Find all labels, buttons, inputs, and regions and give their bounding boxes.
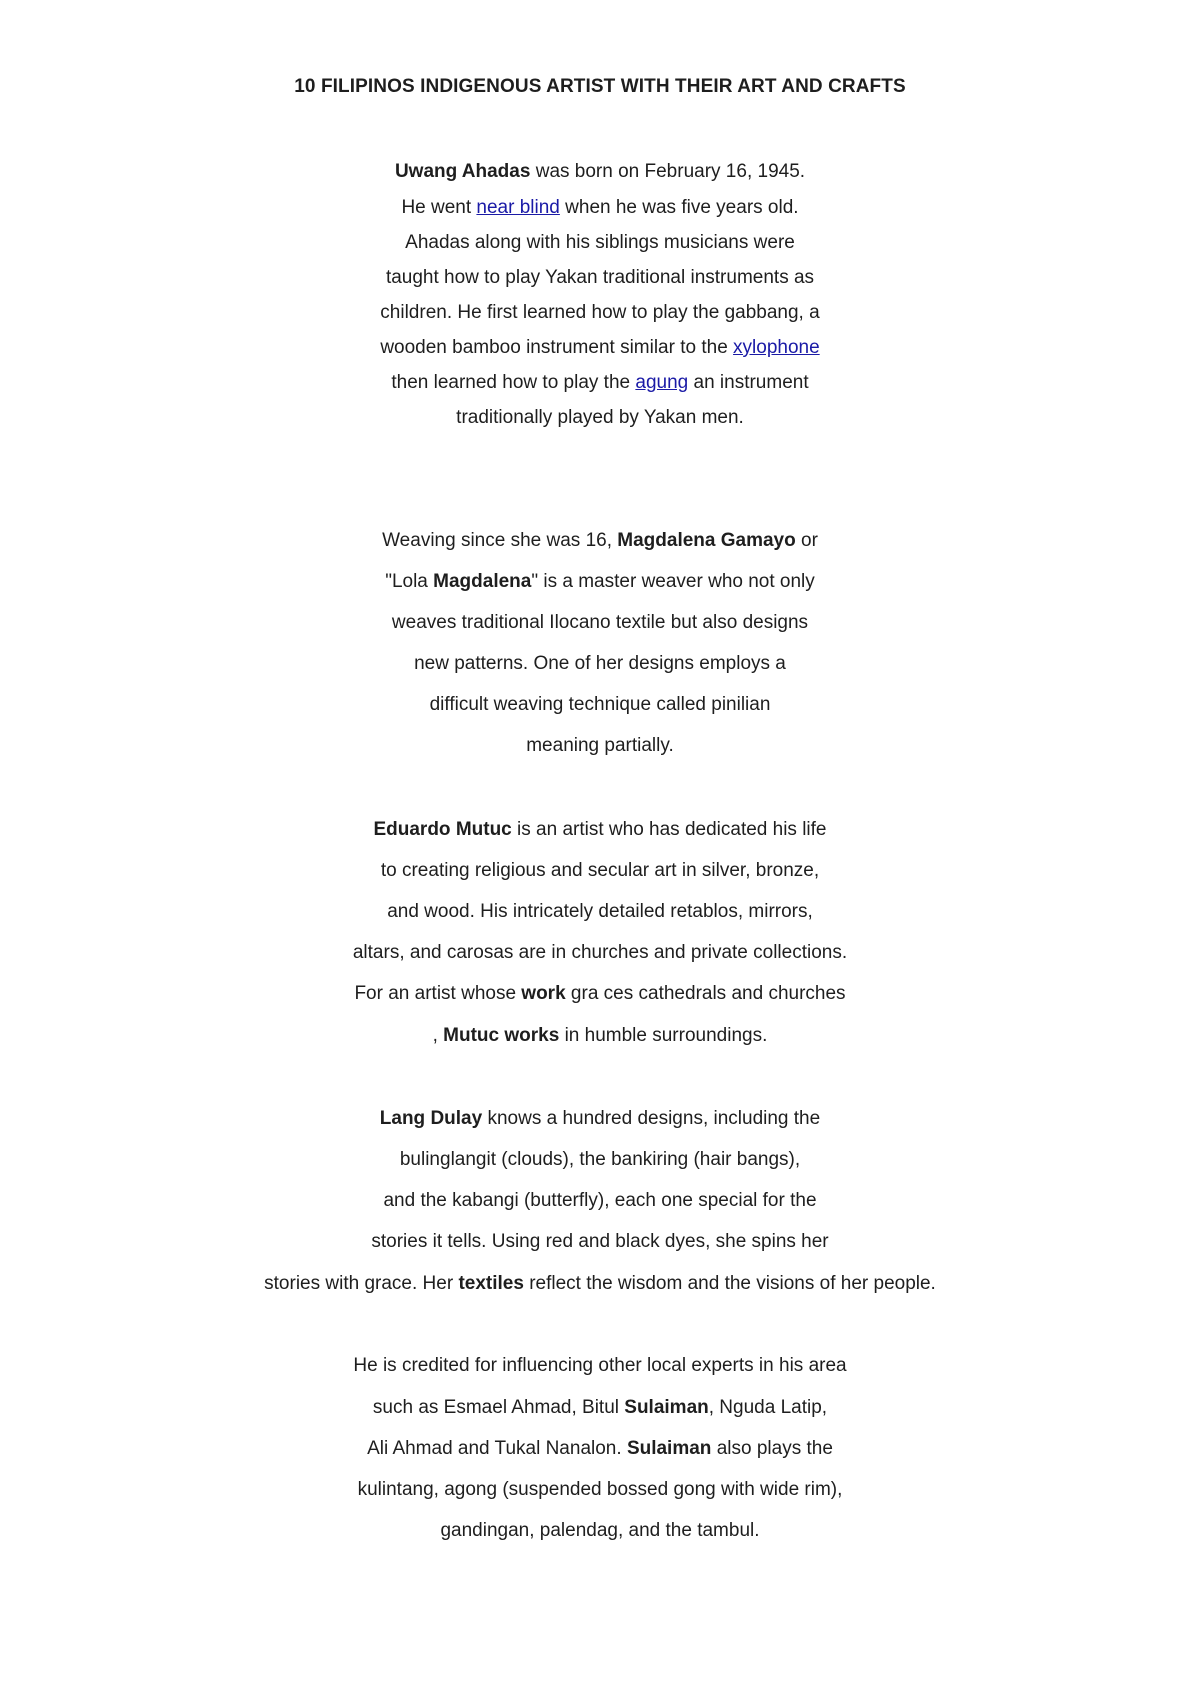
text-line bbox=[0, 1272, 1200, 1296]
text-line: new patterns. One of her designs employs a bbox=[414, 653, 786, 674]
text-span: also plays the bbox=[711, 1438, 833, 1459]
link-xylophone[interactable]: xylophone bbox=[733, 337, 820, 358]
link-agung[interactable]: agung bbox=[635, 372, 689, 393]
text-span: then learned how to play the bbox=[391, 372, 636, 393]
text-span: "Lola bbox=[385, 571, 434, 592]
text-line bbox=[0, 336, 1200, 360]
text-line: difficult weaving technique called pinilian bbox=[429, 694, 771, 715]
text-line: kulintang, agong (suspended bossed gong with wide rim), bbox=[357, 1479, 843, 1500]
artist-name: Eduardo Mutuc bbox=[373, 819, 512, 840]
text-span: stories with grace. Her bbox=[264, 1273, 459, 1294]
artist-name: Magdalena Gamayo bbox=[617, 530, 796, 551]
bold-text: Sulaiman bbox=[624, 1397, 709, 1418]
text-span: an instrument bbox=[688, 372, 809, 393]
artist-name: Magdalena bbox=[433, 571, 532, 592]
text-line: and wood. His intricately detailed retablos, mirrors, bbox=[387, 901, 813, 922]
text-span: gra ces cathedrals and churches bbox=[565, 983, 846, 1004]
text-line bbox=[0, 982, 1200, 1006]
text-span: was born on February 16, 1945. bbox=[530, 161, 806, 182]
text-line: meaning partially. bbox=[526, 735, 674, 756]
text-line: Ahadas along with his siblings musicians were bbox=[405, 232, 795, 253]
artist-name: Lang Dulay bbox=[379, 1108, 483, 1129]
text-line bbox=[0, 529, 1200, 553]
text-line bbox=[0, 371, 1200, 395]
text-line: altars, and carosas are in churches and private collections. bbox=[352, 942, 848, 963]
text-span: knows a hundred designs, including the bbox=[482, 1108, 821, 1129]
text-line bbox=[0, 196, 1200, 220]
text-line bbox=[0, 160, 1200, 184]
text-line bbox=[0, 1396, 1200, 1420]
text-line: children. He first learned how to play the gabbang, a bbox=[380, 302, 820, 323]
text-line: gandingan, palendag, and the tambul. bbox=[440, 1520, 760, 1541]
text-line bbox=[0, 818, 1200, 842]
text-span: wooden bamboo instrument similar to the bbox=[380, 337, 734, 358]
link-near-blind[interactable]: near blind bbox=[476, 197, 560, 218]
text-line: and the kabangi (butterfly), each one special for the bbox=[383, 1190, 817, 1211]
document-title: 10 FILIPINOS INDIGENOUS ARTIST WITH THEIR ART AND CRAFTS bbox=[294, 76, 906, 97]
text-span: in humble surroundings. bbox=[559, 1025, 768, 1046]
text-line bbox=[0, 1107, 1200, 1131]
text-span: Ali Ahmad and Tukal Nanalon. bbox=[367, 1438, 627, 1459]
text-span: Weaving since she was 16, bbox=[382, 530, 618, 551]
text-span: " is a master weaver who not only bbox=[531, 571, 815, 592]
text-line: taught how to play Yakan traditional instruments as bbox=[385, 267, 815, 288]
text-line bbox=[0, 1437, 1200, 1461]
text-line bbox=[0, 570, 1200, 594]
text-line: stories it tells. Using red and black dyes, she spins her bbox=[371, 1231, 829, 1252]
text-line: weaves traditional Ilocano textile but also designs bbox=[391, 612, 809, 633]
bold-text: textiles bbox=[458, 1273, 524, 1294]
text-span: , Nguda Latip, bbox=[708, 1397, 828, 1418]
text-span: He went bbox=[401, 197, 477, 218]
bold-text: Mutuc works bbox=[443, 1025, 560, 1046]
text-span: , bbox=[432, 1025, 444, 1046]
text-line: bulinglangit (clouds), the bankiring (hair bangs), bbox=[399, 1149, 801, 1170]
text-span: when he was five years old. bbox=[559, 197, 799, 218]
text-span: is an artist who has dedicated his life bbox=[511, 819, 827, 840]
text-line: He is credited for influencing other local experts in his area bbox=[353, 1355, 847, 1376]
text-line: traditionally played by Yakan men. bbox=[456, 407, 744, 428]
text-line bbox=[0, 1024, 1200, 1048]
text-span: For an artist whose bbox=[354, 983, 522, 1004]
text-span: or bbox=[795, 530, 818, 551]
text-span: such as Esmael Ahmad, Bitul bbox=[372, 1397, 625, 1418]
artist-name: Uwang Ahadas bbox=[394, 161, 531, 182]
bold-text: Sulaiman bbox=[626, 1438, 712, 1459]
text-line: to creating religious and secular art in silver, bronze, bbox=[380, 860, 820, 881]
text-span: reflect the wisdom and the visions of her people. bbox=[523, 1273, 936, 1294]
bold-text: work bbox=[521, 983, 566, 1004]
